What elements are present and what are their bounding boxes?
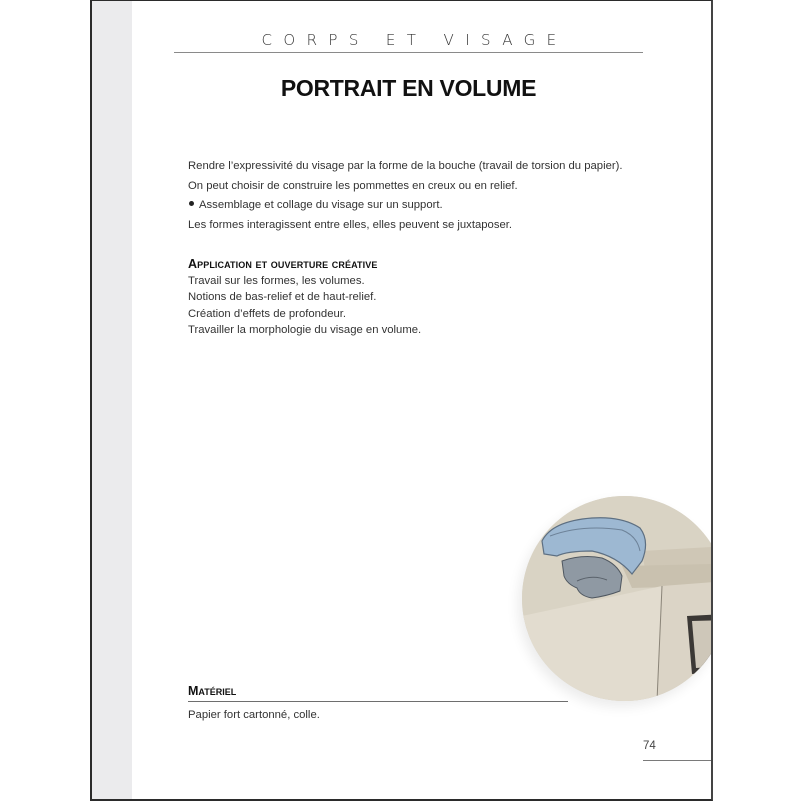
list-item: Travailler la morphologie du visage en volume.	[188, 324, 422, 337]
application-heading: Application et ouverture créative	[188, 257, 378, 271]
book-page	[90, 0, 713, 801]
intro-line: On peut choisir de construire les pommettes en creux ou en relief.	[188, 179, 518, 192]
intro-paragraphs	[188, 157, 648, 236]
intro-line: Rendre l’expressivité du visage par la forme de la bouche (travail de torsion du papier).	[188, 160, 623, 172]
material-text: Papier fort cartonné, colle.	[188, 709, 320, 721]
intro-bullet-text: Assemblage et collage du visage sur un support.	[199, 199, 443, 212]
photo-illustration	[522, 496, 713, 701]
portrait-relief-photo	[522, 496, 713, 701]
list-item: Travail sur les formes, les volumes.	[188, 275, 365, 287]
list-item: Notions de bas-relief et de haut-relief.	[188, 291, 377, 304]
running-head: CORPS ET VISAGE	[261, 31, 568, 49]
footer-rule	[643, 760, 711, 761]
page-title: PORTRAIT EN VOLUME	[280, 75, 537, 101]
material-section	[188, 684, 568, 721]
application-list	[188, 273, 648, 339]
header-rule	[174, 52, 643, 53]
page-gutter	[92, 1, 132, 799]
intro-line: Les formes interagissent entre elles, elles peuvent se juxtaposer.	[188, 219, 513, 232]
list-item: Création d’effets de profondeur.	[188, 307, 347, 320]
material-heading: Matériel	[188, 684, 568, 702]
intro-bullet-line	[188, 196, 648, 216]
application-section	[188, 257, 648, 339]
page-number: 74	[643, 740, 656, 752]
